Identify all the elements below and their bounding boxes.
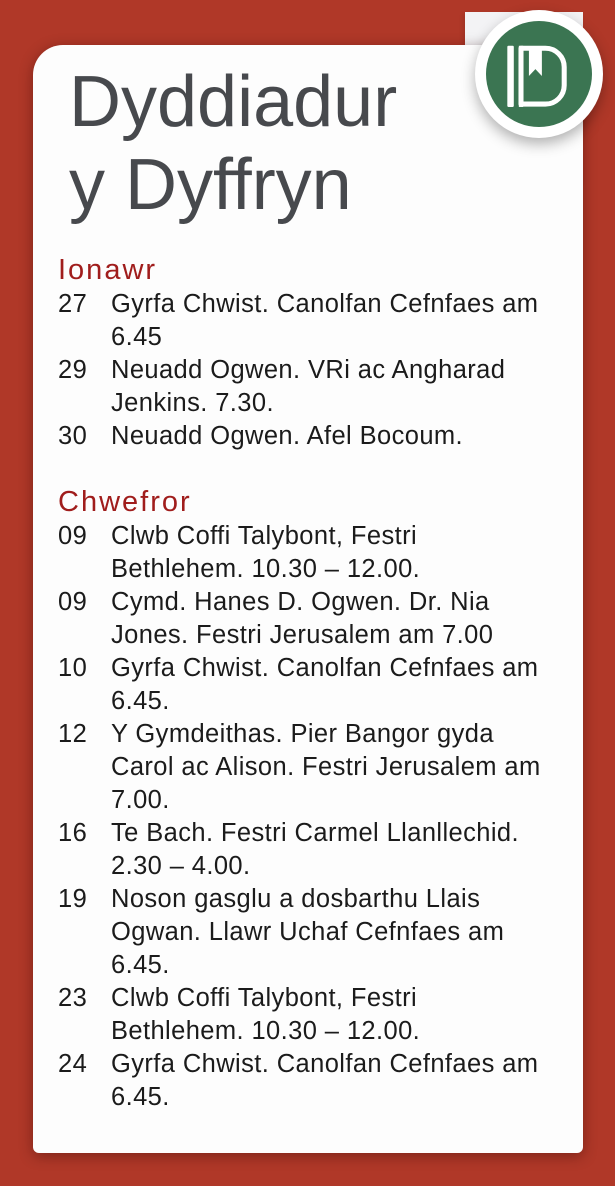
- event-text-line: Jones. Festri Jerusalem am 7.00: [111, 621, 494, 649]
- event-text-line: Y Gymdeithas. Pier Bangor gyda: [111, 720, 494, 748]
- event-row: [58, 354, 551, 420]
- event-day: 09: [58, 522, 88, 550]
- journal-bookmark-icon: [503, 38, 575, 114]
- event-text-line: Gyrfa Chwist. Canolfan Cefnfaes am: [111, 290, 539, 318]
- event-text-line: Gyrfa Chwist. Canolfan Cefnfaes am: [111, 1050, 539, 1078]
- event-text-line: Clwb Coffi Talybont, Festri: [111, 984, 418, 1012]
- event-text-line: 6.45.: [111, 687, 170, 715]
- event-text: [111, 652, 551, 718]
- event-day: 30: [58, 422, 88, 450]
- event-day: 24: [58, 1050, 88, 1078]
- page-title-line-2: y Dyffryn: [69, 145, 352, 225]
- event-text: [111, 586, 551, 652]
- page-title-line-1: Dyddiadur: [69, 62, 398, 142]
- event-row: [58, 586, 551, 652]
- event-day: 29: [58, 356, 88, 384]
- event-row: [58, 718, 551, 817]
- event-text-line: Bethlehem. 10.30 – 12.00.: [111, 555, 421, 583]
- diary-card: [33, 45, 583, 1153]
- event-text-line: Bethlehem. 10.30 – 12.00.: [111, 1017, 421, 1045]
- event-day: 16: [58, 819, 88, 847]
- event-text-line: Neuadd Ogwen. VRi ac Angharad: [111, 356, 506, 384]
- events-list: [58, 253, 551, 1114]
- event-row: [58, 883, 551, 982]
- event-text-line: 6.45: [111, 323, 163, 351]
- event-row: [58, 520, 551, 586]
- event-day: 27: [58, 290, 88, 318]
- event-text-line: Carol ac Alison. Festri Jerusalem am: [111, 753, 541, 781]
- event-row: [58, 420, 551, 453]
- event-row: [58, 652, 551, 718]
- event-text: [111, 718, 551, 817]
- event-text-line: 6.45.: [111, 1083, 170, 1111]
- event-row: [58, 1048, 551, 1114]
- event-text: [111, 288, 551, 354]
- month-title: Ionawr: [58, 254, 158, 286]
- event-text: [111, 1048, 551, 1114]
- month-events: [58, 520, 551, 1114]
- event-day: 12: [58, 720, 88, 748]
- event-text: [111, 420, 551, 453]
- event-text-line: Noson gasglu a dosbarthu Llais: [111, 885, 481, 913]
- event-text-line: Te Bach. Festri Carmel Llanllechid.: [111, 819, 519, 847]
- month-section: [58, 485, 551, 1114]
- badge-disc: [486, 21, 592, 127]
- month-events: [58, 288, 551, 453]
- event-day: 09: [58, 588, 88, 616]
- event-row: [58, 817, 551, 883]
- event-text-line: Ogwan. Llawr Uchaf Cefnfaes am: [111, 918, 505, 946]
- event-text-line: Jenkins. 7.30.: [111, 389, 274, 417]
- event-text: [111, 520, 551, 586]
- month-title: Chwefror: [58, 486, 192, 518]
- event-text-line: Gyrfa Chwist. Canolfan Cefnfaes am: [111, 654, 539, 682]
- event-text-line: Neuadd Ogwen. Afel Bocoum.: [111, 422, 464, 450]
- event-row: [58, 288, 551, 354]
- event-text: [111, 817, 551, 883]
- event-text: [111, 982, 551, 1048]
- event-row: [58, 982, 551, 1048]
- event-text-line: Clwb Coffi Talybont, Festri: [111, 522, 418, 550]
- event-text-line: 2.30 – 4.00.: [111, 852, 251, 880]
- event-text-line: 6.45.: [111, 951, 170, 979]
- event-day: 19: [58, 885, 88, 913]
- diary-badge: [475, 10, 603, 138]
- event-text-line: Cymd. Hanes D. Ogwen. Dr. Nia: [111, 588, 490, 616]
- event-text: [111, 354, 551, 420]
- event-text: [111, 883, 551, 982]
- event-text-line: 7.00.: [111, 786, 170, 814]
- month-section: [58, 253, 551, 453]
- event-day: 23: [58, 984, 88, 1012]
- event-day: 10: [58, 654, 88, 682]
